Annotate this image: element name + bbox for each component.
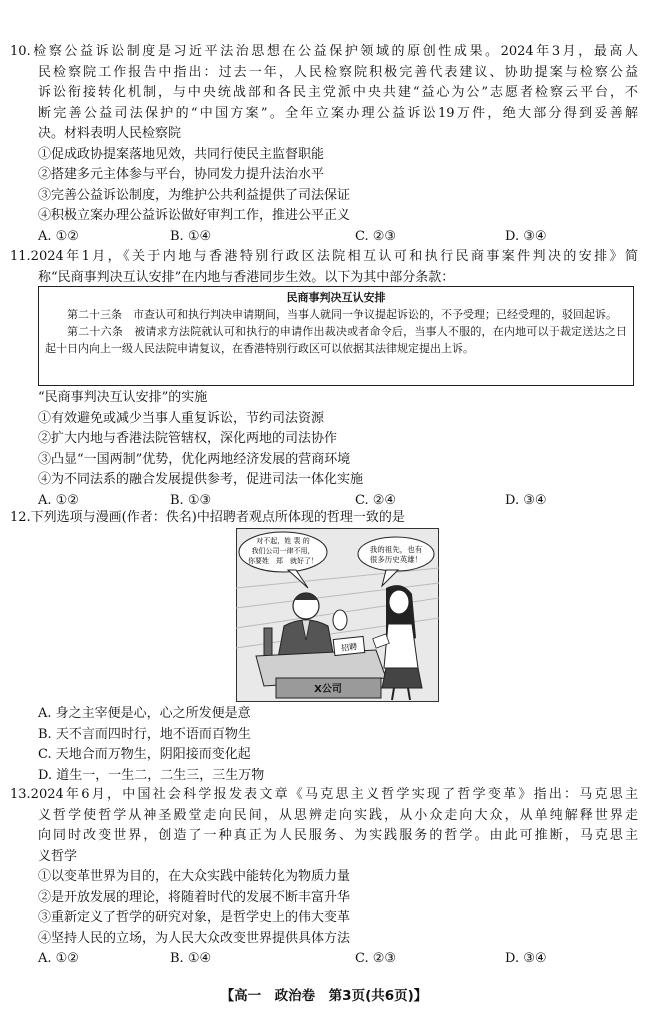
statement-item: ①有效避免或减少当事人重复诉讼，节约司法资源 xyxy=(38,410,325,426)
option-a[interactable]: A. ①② xyxy=(38,951,79,966)
bubble-right-line: 我的祖先，也有 xyxy=(369,545,423,554)
question-12 xyxy=(10,508,638,529)
question-11-body xyxy=(10,388,638,511)
option-a[interactable]: A. ①② xyxy=(38,228,79,244)
option-c[interactable]: C. 天地合而万物生，阴阳接而变化起 xyxy=(38,747,251,762)
option-c[interactable]: C. ②④ xyxy=(355,492,397,508)
question-stem-line: 13.2024年6月，中国社会科学报发表文章《马克思主义哲学实现了哲学变革》指出：马克思主 xyxy=(10,787,638,802)
excerpt-article-23: 第二十三条 市查认可和执行判决申请期间，当事人就同一争议提起诉讼的，不予受理；已经受理的，驳回起诉。 xyxy=(67,308,617,321)
statement-item: ③凸显“一国两制”优势，优化两地经济发展的营商环境 xyxy=(38,451,351,467)
question-stem-line: 11.2024年1月，《关于内地与香港特别行政区法院相互认可和执行民商事案件判决的安排》简 xyxy=(10,249,638,264)
option-b[interactable]: B. 天不言而四时行，地不语而百物生 xyxy=(38,726,251,742)
question-stem-line: 断完善公益司法保护的“中国方案”。全年立案办理公益诉讼19万件，绝大部分得到妥善解 xyxy=(38,105,638,121)
bubble-left-line: 你要姓 郑 就好了！ xyxy=(248,557,318,565)
bubble-right-line: 很多历史英雄！ xyxy=(369,555,423,564)
option-a[interactable]: A. ①② xyxy=(38,492,79,508)
question-stem-line: 向同时改变世界，创造了一种真正为人民服务、为实践服务的哲学。由此可推断，马克思主 xyxy=(38,828,638,843)
question-stem-line: “民商事判决互认安排”的实施 xyxy=(38,390,208,405)
excerpt-title: 民商事判决互认安排 xyxy=(286,291,386,304)
statement-item: ③完善公益诉讼制度，为维护公共利益提供了司法保证 xyxy=(38,187,351,203)
recruitment-cartoon xyxy=(236,528,439,702)
statement-item: ①以变革世界为目的，在大众实践中能转化为物质力量 xyxy=(38,869,351,884)
question-stem-line: 12.下列选项与漫画(作者：佚名)中招聘者观点所体现的哲理一致的是 xyxy=(10,510,405,525)
question-stem-line: 称“民商事判决互认安排”在内地与香港同步生效。以下为其中部分条款： xyxy=(38,269,455,285)
desk-label: X公司 xyxy=(314,684,342,695)
question-12-options xyxy=(10,704,638,786)
option-c[interactable]: C. ②③ xyxy=(355,951,397,966)
statement-item: ②搭建多元主体参与平台，协同发力提升法治水平 xyxy=(38,167,325,182)
statement-item: ②是开放发展的理论，将随着时代的发展不断丰富升华 xyxy=(38,889,351,905)
answer-options xyxy=(10,949,638,970)
answer-options xyxy=(10,227,638,248)
statement-item: ①促成政协提案落地见效，共同行使民主监督职能 xyxy=(38,146,325,162)
statement-item: ③重新定义了哲学的研究对象，是哲学史上的伟大变革 xyxy=(38,910,351,925)
question-13 xyxy=(10,785,638,970)
statement-item: ④为不同法系的融合发展提供参考，促进司法一体化实施 xyxy=(38,472,364,487)
bubble-left-line: 对不起，姓 裴 的 xyxy=(256,537,310,545)
excerpt-article-26: 第二十六条 被请求方法院就认可和执行的申请作出裁决或者命令后，当事人不服的，在内地可以于裁定送达之日起十日内向上一级人民法院申请复议，在香港特别行政区可以依据其法律规定提出上诉。 xyxy=(45,325,627,355)
option-d[interactable]: D. ③④ xyxy=(505,492,547,508)
option-d[interactable]: D. 道生一，一生二，二生三，三生万物 xyxy=(38,767,265,783)
option-b[interactable]: B. ①③ xyxy=(170,492,212,508)
sign-text: 招聘 xyxy=(340,642,358,653)
question-stem-line: 义哲学使哲学从神圣殿堂走向民间，从思辨走向实践，从小众走向大众，从单纯解释世界走 xyxy=(38,807,638,823)
question-stem-line: 义哲学 xyxy=(38,848,78,864)
question-10 xyxy=(10,42,638,247)
question-stem-line: 诉讼衔接转化机制，与中央统战部和各民主党派中央共建“益心为公”志愿者检察云平台，不 xyxy=(38,85,638,100)
question-stem-line: 决。材料表明人民检察院 xyxy=(38,126,182,141)
question-stem-line: 民检察院工作报告中指出：过去一年，人民检察院积极完善代表建议、协助提案与检察公益 xyxy=(38,64,638,80)
bubble-left-line: 我们公司一律不用， xyxy=(251,547,315,555)
agreement-excerpt-box xyxy=(38,286,634,386)
option-c[interactable]: C. ②③ xyxy=(355,228,397,244)
statement-item: ④积极立案办理公益诉讼做好审判工作，推进公平正义 xyxy=(38,208,351,223)
option-b[interactable]: B. ①④ xyxy=(170,228,212,244)
question-11 xyxy=(10,247,638,288)
statement-item: ④坚持人民的立场，为人民大众改变世界提供具体方法 xyxy=(38,930,351,946)
statement-item: ②扩大内地与香港法院管辖权，深化两地的司法协作 xyxy=(38,431,338,446)
option-d[interactable]: D. ③④ xyxy=(505,951,547,966)
question-stem-line: 10.检察公益诉讼制度是习近平法治思想在公益保护领域的原创性成果。2024年3月，最高人 xyxy=(10,44,638,59)
page-footer: 【高一 政治卷 第3页(共6页)】 xyxy=(220,988,428,1004)
option-d[interactable]: D. ③④ xyxy=(505,228,547,244)
option-a[interactable]: A. 身之主宰便是心，心之所发便是意 xyxy=(38,706,251,721)
option-b[interactable]: B. ①④ xyxy=(170,951,212,966)
right-speech-bubble xyxy=(358,537,434,571)
